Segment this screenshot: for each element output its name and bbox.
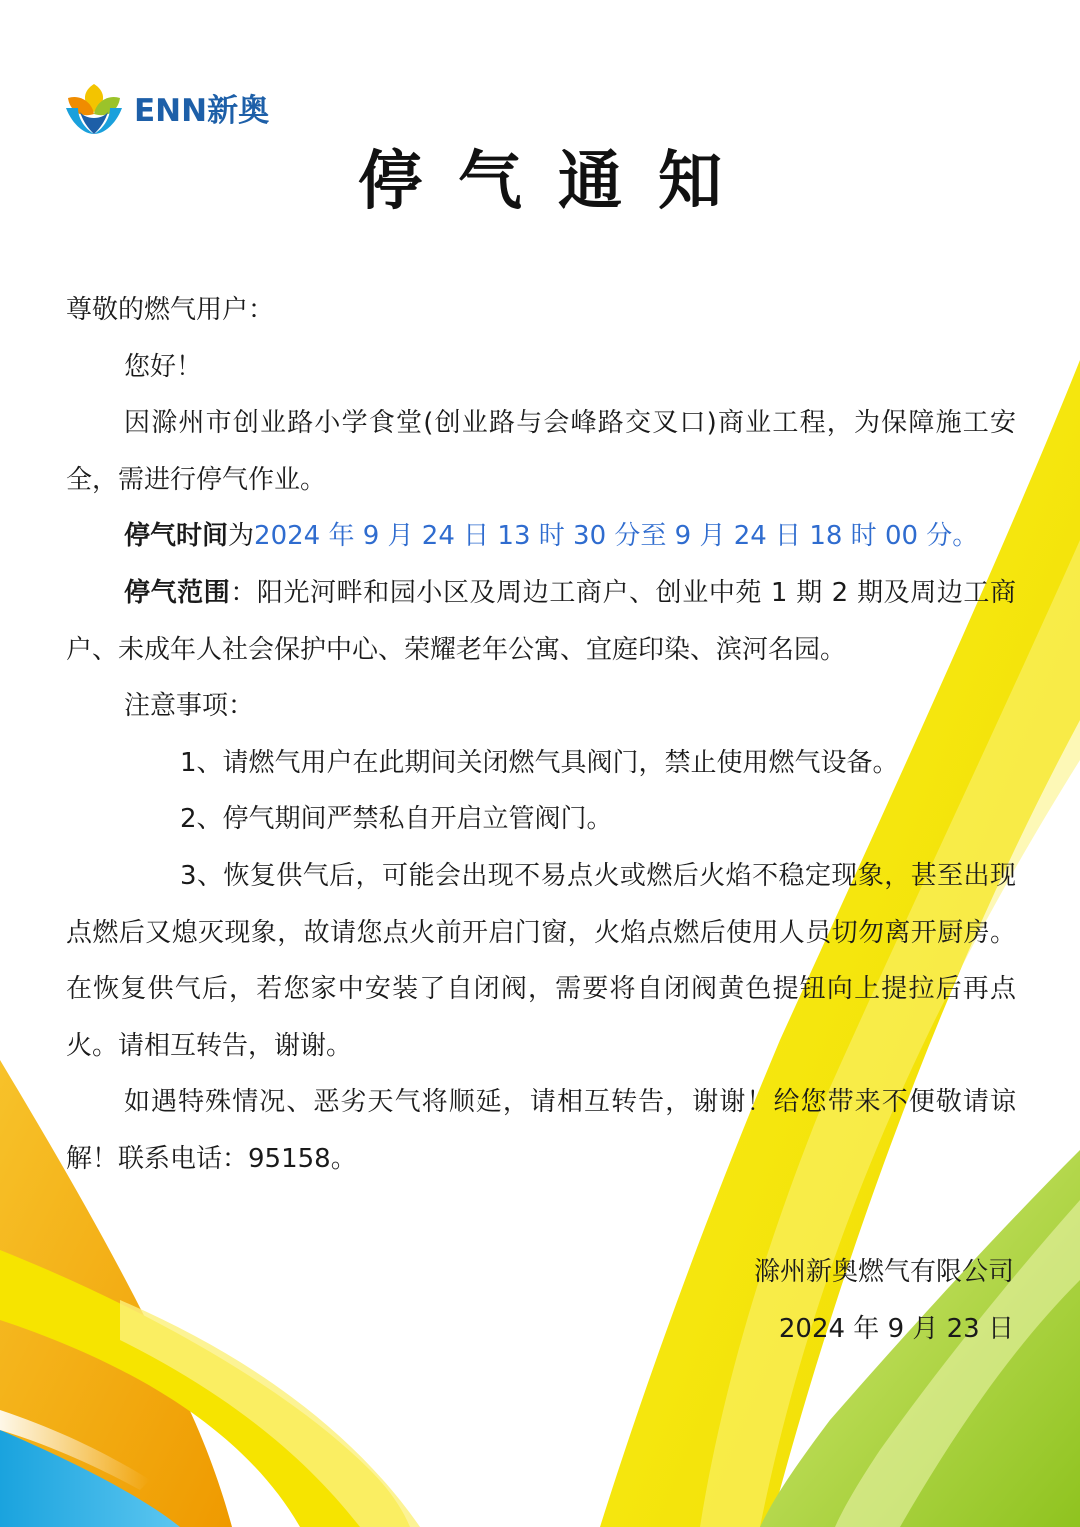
salutation: 尊敬的燃气用户：: [66, 295, 275, 325]
closing-paragraph: 如遇特殊情况、恶劣天气将顺延，请相互转告，谢谢！给您带来不便敬请谅解！联系电话：95158。: [66, 1087, 1016, 1174]
outage-time-value: 2024 年 9 月 24 日 13 时 30 分至 9 月 24 日 18 时 00 分。: [254, 521, 979, 552]
note-item-1: 1、请燃气用户在此期间关闭燃气具阀门，禁止使用燃气设备。: [180, 747, 899, 778]
logo-wordmark: ENN新奥: [134, 92, 270, 129]
notice-body: [66, 282, 1016, 1188]
outage-scope-text: ：阳光河畔和园小区及周边工商户、创业中苑 1 期 2 期及周边工商户、未成年人社会保护中心、荣耀老年公寓、宜庭印染、滨河名园。: [66, 577, 1016, 665]
outage-scope-label: 停气范围: [124, 577, 231, 608]
company-signature: 滁州新奥燃气有限公司: [753, 1257, 1014, 1287]
signature-block: [754, 1244, 1014, 1357]
enn-sunflower-icon: [64, 78, 124, 136]
outage-scope-paragraph: [66, 565, 1016, 678]
outage-time-label: 停气时间: [124, 521, 229, 552]
note-item-3: 3、恢复供气后，可能会出现不易点火或燃后火焰不稳定现象，甚至出现点燃后又熄灭现象，故请您点火前开启门窗，火焰点燃后使用人员切勿离开厨房。在恢复供气后，若您家中安装了自闭阀，需要将自闭阀黄色提钮向上提拉后再点火。请相互转告，谢谢。: [66, 860, 1016, 1061]
outage-time-paragraph: [66, 508, 1016, 565]
intro-paragraph: 因滁州市创业路小学食堂(创业路与会峰路交叉口)商业工程，为保障施工安全，需进行停气作业。: [66, 408, 1016, 495]
note-item-2: 2、停气期间严禁私自开启立管阀门。: [180, 804, 613, 835]
greeting: 您好！: [124, 351, 203, 382]
notice-title: 停气通知: [358, 145, 758, 219]
outage-time-connector: 为: [228, 521, 255, 552]
notice-date: 2024 年 9 月 23 日: [778, 1313, 1014, 1344]
notes-heading: 注意事项：: [124, 691, 255, 722]
enn-logo: [64, 78, 269, 136]
